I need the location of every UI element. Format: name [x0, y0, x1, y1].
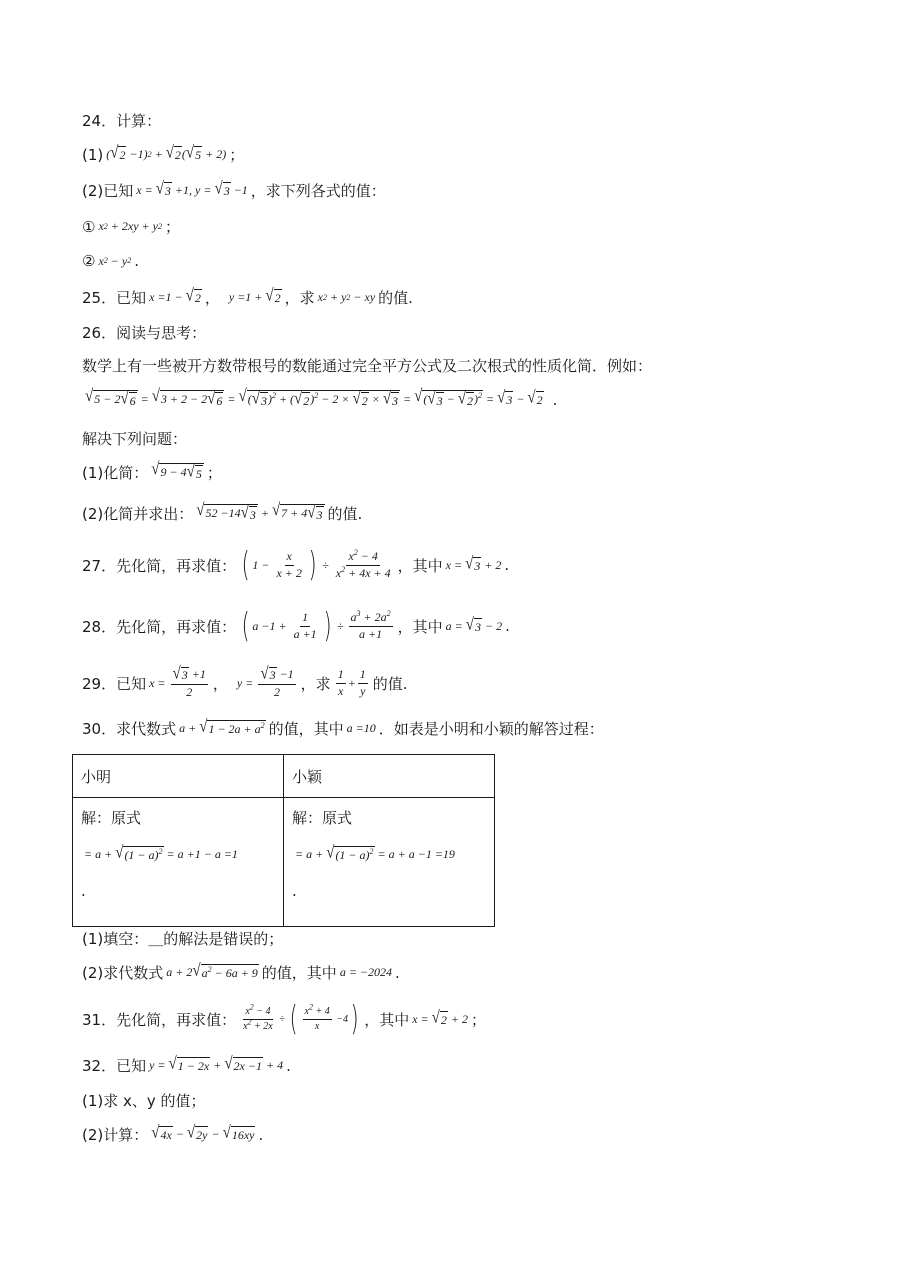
q30-part2-value: a = −2024: [339, 965, 393, 979]
xiaoying-solution: 解：原式 = a + √ $(1 - a)^2$ = a + a −1 =19 .: [284, 798, 495, 927]
q28-line: 28．先化简，再求值： ( a −1 + 1 a +1 ) ÷ $a^3 + 2a^2$ a +1 ，其中 a = √ 3 − 2 .: [82, 606, 510, 646]
q24-part2: (2)已知 x = √ 3 +1, y = √ 3 −1 ，求下列各式的值：: [82, 179, 386, 200]
col-header-xiaoying: 小颖: [284, 755, 495, 798]
q26-part1: (1)化简： √ 9 − 4 √ 5 ；: [82, 460, 222, 482]
q25-line: 25．已知 x =1 − √ 2 ， y =1 + √ 2 ，求 x 2 + y 2 − xy 的值.: [82, 286, 413, 307]
q27-expression: ( 1 − x x + 2 ) ÷ $x^2 - 4$ $x^2 + 4x + 4$: [241, 545, 391, 585]
q26-part1-formula: √ 9 − 4 √ 5: [151, 460, 202, 481]
q24-heading: 24．计算：: [82, 112, 162, 130]
col-header-xiaoming: 小明: [73, 755, 284, 798]
q32-part2: (2)计算： √ 4x − √ 2y − √ 16xy .: [82, 1123, 264, 1144]
q30-value: a =10: [346, 721, 376, 735]
q24-part1-formula: ( √ 2 −1) 2 + √ 2 ( √ 5 + 2): [106, 143, 227, 162]
q29-y-formula: y = √ 3 −1 2: [230, 664, 294, 699]
q28-expression: ( a −1 + 1 a +1 ) ÷ $a^3 + 2a^2$ a +1: [241, 606, 391, 646]
q26-task: 解决下列问题：: [82, 430, 188, 448]
q30-solution-table: [72, 754, 495, 927]
q32-part1: (1)求 x、y 的值；: [82, 1092, 206, 1110]
q30-expression: a + √ $1 - 2a + a^2$: [179, 717, 265, 736]
q29-x-formula: x = √ 3 +1 2: [149, 664, 206, 699]
q30-part1: (1)填空：＿的解法是错误的；: [82, 930, 284, 948]
q24-case2: ② x 2 − y 2 .: [82, 252, 139, 270]
q25-x-formula: x =1 − √ 2: [149, 286, 201, 305]
q24-case1: ① x 2 + 2xy + y 2 ；: [82, 217, 180, 236]
q31-value: x = √ 2 + 2: [412, 1008, 469, 1027]
q24-case1-formula: x 2 + 2xy + y 2: [98, 219, 162, 233]
q26-part2-formula: √ 52 −14 √ 3 + √ 7 + 4 √ 3: [196, 501, 323, 522]
q32-part2-formula: √ 4x − √ 2y − √ 16xy: [151, 1123, 255, 1142]
q25-y-formula: y =1 + √ 2: [222, 286, 281, 305]
q30-line: 30．求代数式 a + √ $1 - 2a + a^2$ 的值，其中 a =10 ．如表是小明和小颖的解答过程：: [82, 717, 604, 738]
q26-example-formula: √ 5 − 2 √ 6 = √ 3 + 2 − 2 √ 6 = √ ( √ 3 )$^2$ + ( √ 2 )$^2$ − 2 × √ 2 × √ 3 = √ ( √ 3 − √ 2 )$^2$ = √ 3 − √ 2: [85, 387, 543, 408]
q26-intro: 数学上有一些被开方数带根号的数能通过完全平方公式及二次根式的性质化简．例如：: [82, 357, 653, 375]
q32-line: 32．已知 y = √ 1 − 2x + √ 2x −1 + 4 .: [82, 1054, 291, 1075]
q27-line: 27．先化简，再求值： ( 1 − x x + 2 ) ÷ $x^2 - 4$ $x^2 + 4x + 4$ ，其中 x = √ 3 + 2 .: [82, 545, 510, 585]
q26-example: √ 5 − 2 √ 6 = √ 3 + 2 − 2 √ 6 = √ ( √ 3 )$^2$ + ( √ 2 )$^2$ − 2 × √ 2 × √ 3 = √ ( √ 3 − √ 2 )$^2$ = √ 3 − √ 2 .: [85, 387, 558, 409]
q29-line: 29．已知 x = √ 3 +1 2 ， y = √ 3 −1 2 ，求 1 x + 1 y 的值.: [82, 664, 408, 699]
q27-value: x = √ 3 + 2: [445, 554, 502, 573]
q30-part2: (2)求代数式 a + 2 √ $a^2 - 6a + 9$ 的值，其中 a = −2024 .: [82, 961, 400, 982]
q26-part2: (2)化简并求出： √ 52 −14 √ 3 + √ 7 + 4 √ 3 的值.: [82, 501, 363, 523]
q32-given-formula: y = √ 1 − 2x + √ 2x −1 + 4: [149, 1054, 284, 1073]
q31-expression: $x^2 - 4$ $x^2 + 2x$ ÷ ( $x^2 + 4$ x −4 ): [243, 999, 359, 1039]
q26-heading: 26．阅读与思考：: [82, 324, 207, 342]
q31-line: 31．先化简，再求值： $x^2 - 4$ $x^2 + 2x$ ÷ ( $x^2 + 4$ x −4 ) ，其中 x = √ 2 + 2 ；: [82, 999, 487, 1039]
q24-given-formula: x = √ 3 +1, y = √ 3 −1: [136, 179, 248, 198]
q24-case2-formula: x 2 − y 2: [98, 253, 132, 268]
q30-part2-expression: a + 2 √ $a^2 - 6a + 9$: [166, 961, 258, 980]
xiaoying-formula: = a + √ $(1 - a)^2$ = a + a −1 =19: [295, 843, 455, 862]
q24-part1: (1) ( √ 2 −1) 2 + √ 2 ( √ 5 + 2) ；: [82, 143, 245, 164]
q28-value: a = √ 3 − 2: [445, 615, 503, 634]
q25-target-formula: x 2 + y 2 − xy: [317, 290, 376, 304]
xiaoming-formula: = a + √ $(1 - a)^2$ = a +1 − a =1: [84, 843, 238, 862]
q29-target-formula: 1 x + 1 y: [337, 666, 366, 698]
xiaoming-solution: 解：原式 = a + √ $(1 - a)^2$ = a +1 − a =1 .: [73, 798, 284, 927]
